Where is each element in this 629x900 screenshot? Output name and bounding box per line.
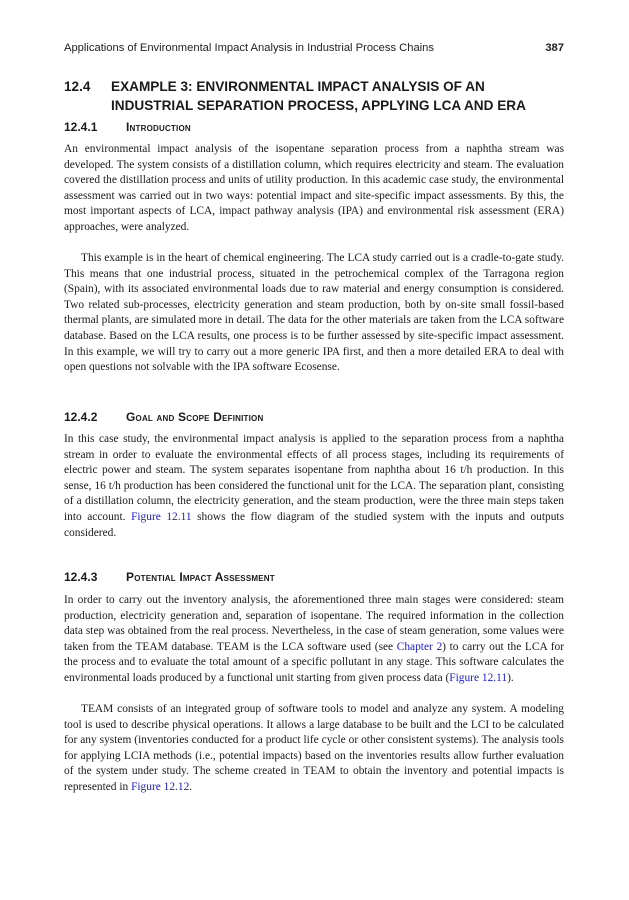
text-run: In this case study, the environmental impact analysis is applied to the separation process from a naphtha stream in order to evaluate the environmental effects of all process stages, including its requirements of electric power and steam. The system separates isopentane from naphtha about 16 t/h production. In this sense, 16 t/h production has been considered the functional unit for the LCA. The separation plant, consisting of a distillation column, the electricity generation, and the steam production, were the three main steps taken into account. xyxy=(64,433,564,523)
text-run: ). xyxy=(507,671,514,684)
figure-link[interactable]: Figure 12.12 xyxy=(131,780,190,793)
paragraph xyxy=(64,593,564,687)
text-run: shows the flow diagram of the studied system with the inputs and outputs considered. xyxy=(64,510,565,539)
subsection-heading-goal-scope xyxy=(64,410,564,424)
subsection-heading-potential-impact xyxy=(64,570,564,584)
page-number: 387 xyxy=(545,42,564,54)
running-head-title: Applications of Environmental Impact Analysis in Industrial Process Chains xyxy=(64,42,434,54)
paragraph: This example is in the heart of chemical engineering. The LCA study carried out is a cradle-to-gate study. This means that one industrial process, situated in the petrochemical complex of the Tarragona region (Spain), with its associated environmental loads due to raw material and energy consumption is considered. Two related sub-processes, electricity generation and steam production, both by on-site small fossil-based thermal plants, are simulated more in detail. The data for the other materials are taken from the LCA software database. Based on the LCA results, one process is to be further assessed by site-specific impact assessment. In this example, we will try to carry out a more generic IPA first, and then a more detailed ERA to deal with open questions not solvable with the IPA software Ecosense. xyxy=(64,252,564,374)
subsection-number: 12.4.1 xyxy=(64,120,98,134)
paragraph: An environmental impact analysis of the isopentane separation process from a naphtha stream was developed. The system consists of a distillation column, which requires electricity and steam. The evaluation covered the distillation process and units of utility production. In this academic case study, the environmental assessment was carried out in two ways: potential impact and site-specific impact assessments. By this, the most important aspects of LCA, impact pathway analysis (IPA) and environmental risk assessment (ERA) approaches, were analyzed. xyxy=(64,143,564,233)
subsection-title: Introduction xyxy=(126,120,191,134)
paragraph xyxy=(64,432,564,541)
figure-link[interactable]: Figure 12.11 xyxy=(131,510,192,523)
text-run: . xyxy=(189,780,193,793)
text-run: TEAM consists of an integrated group of software tools to model and analyze any system. A modeling tool is used to describe physical operations. It allows a large database to be built and the LCI to be calculated for any system (inventories conducted for a product life cycle or other consistent systems). The analysis tools for applying LCIA methods (i.e., potential impacts) based on the inventories results allow further evaluation of the system under study. The scheme created in TEAM to obtain the inventory and potential impacts is represented in xyxy=(64,703,564,793)
chapter-link[interactable]: Chapter 2 xyxy=(396,640,443,653)
section-heading xyxy=(64,77,564,115)
subsection-heading-introduction xyxy=(64,120,564,134)
paragraph xyxy=(64,702,564,796)
text-run: In order to carry out the inventory analysis, the aforementioned three main stages were considered: steam production, electricity generation and, separation of isopentane. The required information in the collection data step was obtained from the real process. Nevertheless, in the case of steam generation, some values were taken from the TEAM database. TEAM is the LCA software used (see xyxy=(64,594,564,653)
subsection-title: Potential Impact Assessment xyxy=(126,570,275,584)
text-run: ) to carry out the LCA for the process and to evaluate the total amount of a specific pollutant in any stage. This software calculates the environmental loads produced by a functional unit starting from given process data ( xyxy=(64,640,564,684)
subsection-number: 12.4.3 xyxy=(64,570,98,584)
running-head xyxy=(64,42,564,54)
section-number: 12.4 xyxy=(64,79,91,94)
subsection-number: 12.4.2 xyxy=(64,410,98,424)
section-title: EXAMPLE 3: ENVIRONMENTAL IMPACT ANALYSIS OF AN INDUSTRIAL SEPARATION PROCESS, APPLYING LCA AND ERA xyxy=(111,79,526,113)
figure-link[interactable]: Figure 12.11 xyxy=(449,671,508,684)
subsection-title: Goal and Scope Definition xyxy=(126,410,264,424)
